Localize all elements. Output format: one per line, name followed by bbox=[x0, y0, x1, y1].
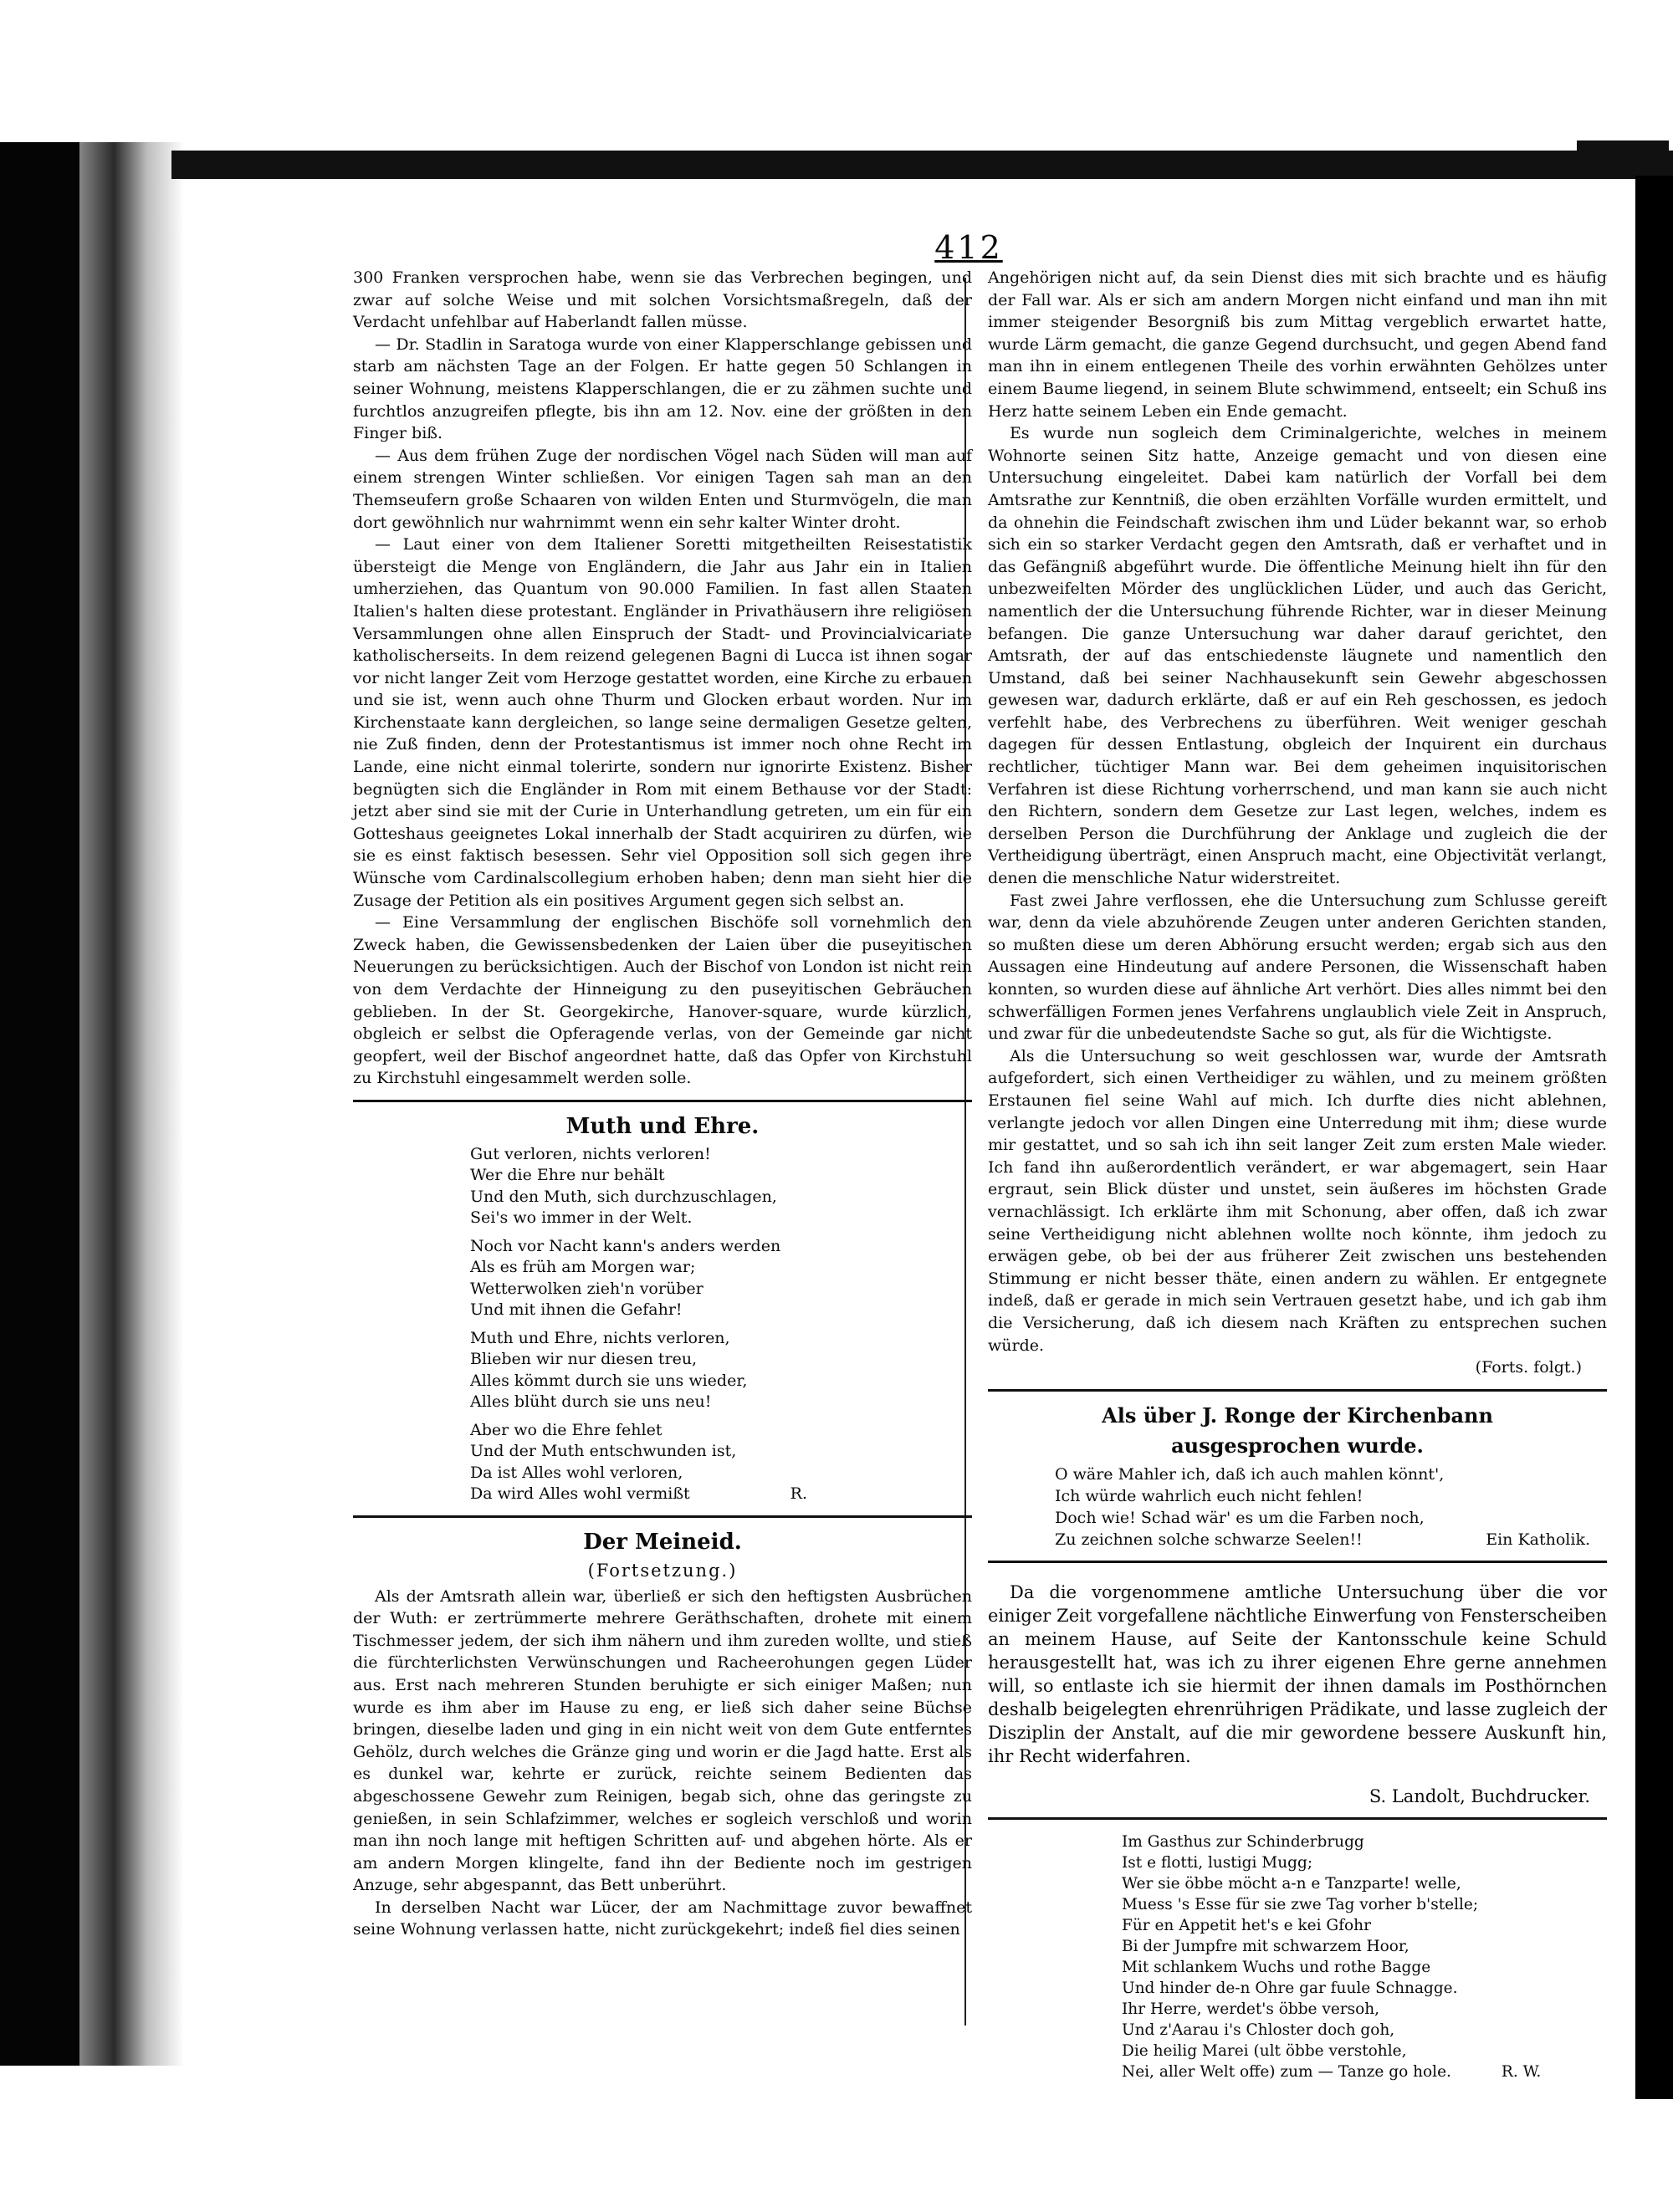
poem-line: Und den Muth, sich durchzuschlagen, bbox=[470, 1187, 777, 1206]
poem-line: Ist e flotti, lustigi Mugg; bbox=[1122, 1854, 1313, 1872]
continued-note: (Forts. folgt.) bbox=[1475, 1358, 1582, 1377]
story-paragraph: Als der Amtsrath allein war, überließ er sich den heftigsten Ausbrüchen der Wuth: er zertrümmerte mehrere Geräthschaften, drohete mit einem Tischmesser jedem, der sich ihm nähern und ihm zureden wollte, und stieß die fürchterlichsten Verwünschungen und Racheerohungen gegen Lüder aus. Erst nach mehreren Stunden beruhigte er sich einiger Maßen; nun wurde es ihm aber im Hause zu eng, er ließ sich daher seine Büchse bringen, dieselbe laden und ging in ein nicht weit von dem Gute entferntes Gehölz, durch welches die Gränze ging und worin er die Jagd hatte. Erst als es dunkel war, kehrte er zurück, reichte seinem Bedienten das abgeschossene Gewehr zum Reinigen, begab sich, ohne das geringste zu genießen, in sein Schlafzimmer, welches er sogleich verschloß und worin man ihn noch lange mit heftigen Schritten auf- und abgehen hörte. Als er am andern Morgen klingelte, fand ihn der Bediente noch im gestrigen Anzuge, sehr abgespannt, das Bett unberührt. bbox=[353, 1586, 972, 1895]
story-subtitle: (Fortsetzung.) bbox=[587, 1560, 738, 1581]
poem-line: Im Gasthus zur Schinderbrugg bbox=[1122, 1833, 1364, 1852]
section-divider bbox=[988, 1817, 1607, 1820]
poem-line: Ich würde wahrlich euch nicht fehlen! bbox=[1055, 1486, 1363, 1505]
right-column bbox=[988, 267, 1607, 2082]
book-top-edge bbox=[171, 151, 1673, 179]
poem-kirchenbann bbox=[988, 1464, 1607, 1550]
dialect-poem bbox=[988, 1831, 1607, 2082]
poem-title: Muth und Ehre. bbox=[565, 1113, 760, 1139]
story-paragraph: Es wurde nun sogleich dem Criminalgerichte, welches in meinem Wohnorte seinen Sitz hatte, Anzeige gemacht und von diesen eine Untersuchung eingeleitet. Dabei kam natürlich der Vorfall bei dem Amtsrathe zur Kenntniß, die oben erzählten Vorfälle wurden ermittelt, und da ohnehin die Feindschaft zwischen ihm und Lüder bekannt war, so erhob sich ein so starker Verdacht gegen den Amtsrath, daß er verhaftet und in das Gefängniß abgeführt wurde. Die öffentliche Meinung hielt ihn für den unbezweifelten Mörder des unglücklichen Lüder, und auch das Gericht, namentlich der die Untersuchung führende Richter, war in dieser Meinung befangen. Die ganze Untersuchung war daher darauf gerichtet, den Amtsrath, der auf das entschiedenste läugnete und namentlich den Umstand, daß bei seiner Nachhausekunft sein Gewehr abgeschossen gewesen war, dadurch erklärte, daß er auf ein Reh geschossen, es jedoch verfehlt habe, des Verbrechens zu überführen. Weit weniger geschah dagegen für dessen Entlastung, obgleich der Inquirent ein durchaus rechtlicher, tüchtiger Mann war. Bei dem geheimen inquisitorischen Verfahren ist diese Richtung vorherrschend, und man kann sie auch nicht den Richtern, sondern dem Gesetze zur Last legen, welches, indem es derselben Person die Durchführung der Anklage und zugleich die der Vertheidigung überträgt, einen Anspruch macht, eine Objectivität verlangt, denen die menschliche Natur widerstreitet. bbox=[988, 424, 1607, 888]
news-paragraph: 300 Franken versprochen habe, wenn sie das Verbrechen begingen, und zwar auf solche Weise und mit solchen Vorsichtsmaßregeln, daß der Verdacht unfehlbar auf Haberlandt fallen müsse. bbox=[353, 268, 972, 332]
section-divider bbox=[988, 1561, 1607, 1563]
section-divider bbox=[353, 1100, 972, 1102]
news-paragraph: — Aus dem frühen Zuge der nordischen Vögel nach Süden will man auf einem strengen Winter schließen. Vor einigen Tagen sah man an den Themseufern große Schaaren von wilden Enten und Sturmvögeln, die man dort gewöhnlich nur wahrnimmt wenn ein sehr kalter Winter droht. bbox=[353, 446, 972, 532]
story-paragraph: In derselben Nacht war Lücer, der am Nachmittage zuvor bewaffnet seine Wohnung verlassen hatte, nicht zurückgekehrt; indeß fiel dies seinen bbox=[353, 1898, 972, 1939]
poem-line: Und z'Aarau i's Chloster doch goh, bbox=[1122, 2021, 1395, 2040]
poem-last-line: Nei, aller Welt offe) zum — Tanze go hole. R. W. bbox=[1122, 2063, 1542, 2082]
poem-stanza bbox=[470, 1328, 972, 1413]
story-paragraph: Fast zwei Jahre verflossen, ehe die Untersuchung zum Schlusse gereift war, denn da viele abzuhörende Zeugen unter anderen Gerichten standen, so mußten diese um deren Abhörung ersucht werden; ergab sich aus den Aussagen eine Hindeutung auf andere Personen, die Wissenschaft haben konnten, so wurden diese auf ähnliche Art verhört. Dies alles nimmt bei den schwerfälligen Formen jenes Verfahrens unglaublich viele Zeit in Anspruch, und zwar für die unbedeutendste Sache so gut, als für die Wichtigste. bbox=[988, 891, 1607, 1044]
poem-stanza bbox=[470, 1236, 972, 1321]
poem-line: Noch vor Nacht kann's anders werden bbox=[470, 1236, 781, 1255]
news-paragraph: — Dr. Stadlin in Saratoga wurde von einer Klapperschlange gebissen und starb am nächsten Tage an der Folgen. Er hatte gegen 50 Schlangen in seiner Wohnung, meistens Klapperschlangen, die er zu zähmen suchte und furchtlos anzugreifen pflegte, bis ihn am 12. Nov. eine der größten in den Finger biß. bbox=[353, 335, 972, 443]
poem2-title-line2: ausgesprochen wurde. bbox=[1171, 1433, 1424, 1458]
poem-signature: R. bbox=[790, 1484, 808, 1504]
news-paragraph: — Eine Versammlung der englischen Bischöfe soll vornehmlich den Zweck haben, die Gewissensbedenken der Laien über die puseyitischen Neuerungen zu berücksichtigen. Auch der Bischof von London ist nicht rein von dem Verdachte der Hinneigung zu den puseyitischen Gebräuchen geblieben. In der St. Georgekirche, Hanover-square, wurde kürzlich, obgleich er selbst die Opferagende verlas, von der Gemeinde gar nicht geopfert, weil der Bischof angeordnet hatte, daß das Opfer von Kirchstuhl zu Kirchstuhl eingesammelt werden solle. bbox=[353, 913, 972, 1088]
poem-line: Doch wie! Schad wär' es um die Farben noch, bbox=[1055, 1508, 1425, 1527]
poem-line: Wetterwolken zieh'n vorüber bbox=[470, 1279, 703, 1298]
poem-stanza bbox=[470, 1144, 972, 1229]
poem-line: Ihr Herre, werdet's öbbe versoh, bbox=[1122, 2000, 1380, 2019]
newspaper-page bbox=[266, 179, 1635, 2091]
poem-line: Für en Appetit het's e kei Gfohr bbox=[1122, 1917, 1371, 1935]
poem-line: Und mit ihnen die Gefahr! bbox=[470, 1300, 683, 1320]
poem-line: Wer die Ehre nur behält bbox=[470, 1166, 665, 1185]
poem-line: Muth und Ehre, nichts verloren, bbox=[470, 1328, 730, 1347]
poem-line: Bi der Jumpfre mit schwarzem Hoor, bbox=[1122, 1938, 1410, 1956]
poem-line: Mit schlankem Wuchs und rothe Bagge bbox=[1122, 1959, 1431, 1977]
poem-line: Sei's wo immer in der Welt. bbox=[470, 1208, 693, 1228]
scan-gutter bbox=[0, 142, 79, 2066]
poem-line: Alles kömmt durch sie uns wieder, bbox=[470, 1371, 748, 1390]
poem-line: Zu zeichnen solche schwarze Seelen!! Ein Katholik. bbox=[1055, 1530, 1590, 1549]
poem-line: Da ist Alles wohl verloren, bbox=[470, 1463, 683, 1482]
poem-line: Und der Muth entschwunden ist, bbox=[470, 1442, 737, 1461]
poem-muth-und-ehre bbox=[353, 1144, 972, 1505]
book-right-edge bbox=[1635, 176, 1673, 2099]
story-paragraph: Angehörigen nicht auf, da sein Dienst dies mit sich brachte und es häufig der Fall war. Als er sich am andern Morgen nicht einfand und man ihn mit immer steigender Besorgniß bis zum Mittag vergeblich erwartet hatte, wurde Lärm gemacht, die ganze Gegend durchsucht, und gegen Abend fand man ihn in einem entlegenen Theile des vorhin erwähnten Gehölzes unter einem Baume liegend, in seinem Blute schwimmend, entseelt; ein Schuß ins Herz hatte seinem Leben ein Ende gemacht. bbox=[988, 268, 1607, 421]
page-number: 412 bbox=[934, 229, 1003, 266]
poem-line: Und hinder de-n Ohre gar fuule Schnagge. bbox=[1122, 1980, 1458, 1998]
poem-line: Wer sie öbbe möcht a-n e Tanzparte! welle, bbox=[1122, 1875, 1461, 1893]
section-divider bbox=[353, 1515, 972, 1518]
poem-line: Muess 's Esse für sie zwe Tag vorher b'stelle; bbox=[1122, 1896, 1479, 1914]
story-title: Der Meineid. bbox=[583, 1529, 742, 1555]
book-left-edge bbox=[0, 142, 184, 2066]
poem-line: Gut verloren, nichts verloren! bbox=[470, 1144, 711, 1163]
news-paragraph: — Laut einer von dem Italiener Soretti mitgetheilten Reisestatistik übersteigt die Menge von Engländern, die Jahr aus Jahr ein in Italien umherziehen, das Quantum von 90.000 Familien. In fast allen Staaten Italien's halten diese protestant. Engländer in Privathäusern ihre religiösen Versammlungen ohne allen Einspruch der Stadt- und Provincialvicariate katholischerseits. In dem reizend gelegenen Bagni di Lucca ist ihnen sogar vor nicht langer Zeit vom Herzoge gestattet worden, eine Kirche zu erbauen und sie ist, wenn auch ohne Thurm und Glocken erbaut worden. Nur im Kirchenstaate kann dergleichen, so lange seine dermaligen Gesetze gelten, nie Zuß finden, denn der Protestantismus ist immer noch ohne Recht im Lande, eine nicht einmal tolerirte, sondern nur ignorirte Existenz. Bisher begnügten sich die Engländer in Rom mit einem Bethause vor der Stadt: jetzt aber sind sie mit der Curie in Unterhandlung getreten, um ein für ein Gotteshaus geeignetes Lokal innerhalb der Stadt acquiriren zu dürfen, wie sie es einst faktisch besessen. Sehr viel Opposition soll sich gegen ihre Wünsche vom Cardinalscollegium erhoben haben; denn man sieht hier die Zusage der Petition als ein positives Argument gegen sich selbst an. bbox=[353, 535, 972, 910]
left-column bbox=[353, 267, 972, 1941]
poem-stanza bbox=[470, 1420, 972, 1505]
public-notice: Da die vorgenommene amtliche Untersuchung über die vor einiger Zeit vorgefallene nächtliche Einwerfung von Fensterscheiben an meinem Hause, auf Seite der Kantonsschule keine Schuld herausgestellt hat, was ich zu ihrer eigenen Ehre gerne annehmen will, so entlaste ich sie hiermit der ihnen damals im Posthörnchen deshalb beigelegten ehrenrührigen Prädikate, und lasse zugleich der Disziplin der Anstalt, auf die mir gewordene bessere Auskunft hin, ihr Recht widerfahren. bbox=[988, 1581, 1607, 1766]
poem-line: Alles blüht durch sie uns neu! bbox=[470, 1392, 712, 1412]
poem-last-line: Da wird Alles wohl vermißt R. bbox=[470, 1484, 972, 1505]
poem-line: Die heilig Marei (ult öbbe verstohle, bbox=[1122, 2042, 1407, 2061]
poem-line: Blieben wir nur diesen treu, bbox=[470, 1350, 698, 1369]
section-divider bbox=[988, 1389, 1607, 1392]
poem-line: Aber wo die Ehre fehlet bbox=[470, 1420, 663, 1439]
story-paragraph: Als die Untersuchung so weit geschlossen war, wurde der Amtsrath aufgefordert, sich einen Vertheidiger zu wählen, und zu meinem größten Erstaunen fiel seine Wahl auf mich. Ich durfte dies nicht ablehnen, verlangte jedoch vor allen Dingen eine Unterredung mit ihm; diese wurde mir gestattet, und so sah ich ihn seit langer Zeit zum ersten Male wieder. Ich fand ihn außerordentlich verändert, er war abgemagert, sein Haar ergraut, sein Blick düster und unstet, sein äußeres im höchsten Grade vernachlässigt. Ich erklärte ihm mit Schonung, aber offen, daß ich zwar seine Vertheidigung nicht ablehnen wollte noch könnte, ihm jedoch zu erwägen gebe, ob bei der aus früherer Zeit zwischen uns bestehenden Stimmung er nicht besser thäte, einen andern zu wählen. Er entgegnete indeß, daß er gerade in mich sein Vertrauen gesetzt habe, und ich gab ihm die Versicherung, daß ich diesem nach Kräften zu entsprechen suchen würde. bbox=[988, 1046, 1607, 1355]
notice-signature: S. Landolt, Buchdrucker. bbox=[1369, 1785, 1590, 1806]
poem-signature: Ein Katholik. bbox=[1486, 1530, 1590, 1549]
poem2-title-line1: Als über J. Ronge der Kirchenbann bbox=[1102, 1402, 1493, 1428]
poem-signature: R. W. bbox=[1501, 2063, 1542, 2082]
poem-line: Als es früh am Morgen war; bbox=[470, 1258, 696, 1277]
poem-line: O wäre Mahler ich, daß ich auch mahlen könnt', bbox=[1055, 1464, 1445, 1484]
